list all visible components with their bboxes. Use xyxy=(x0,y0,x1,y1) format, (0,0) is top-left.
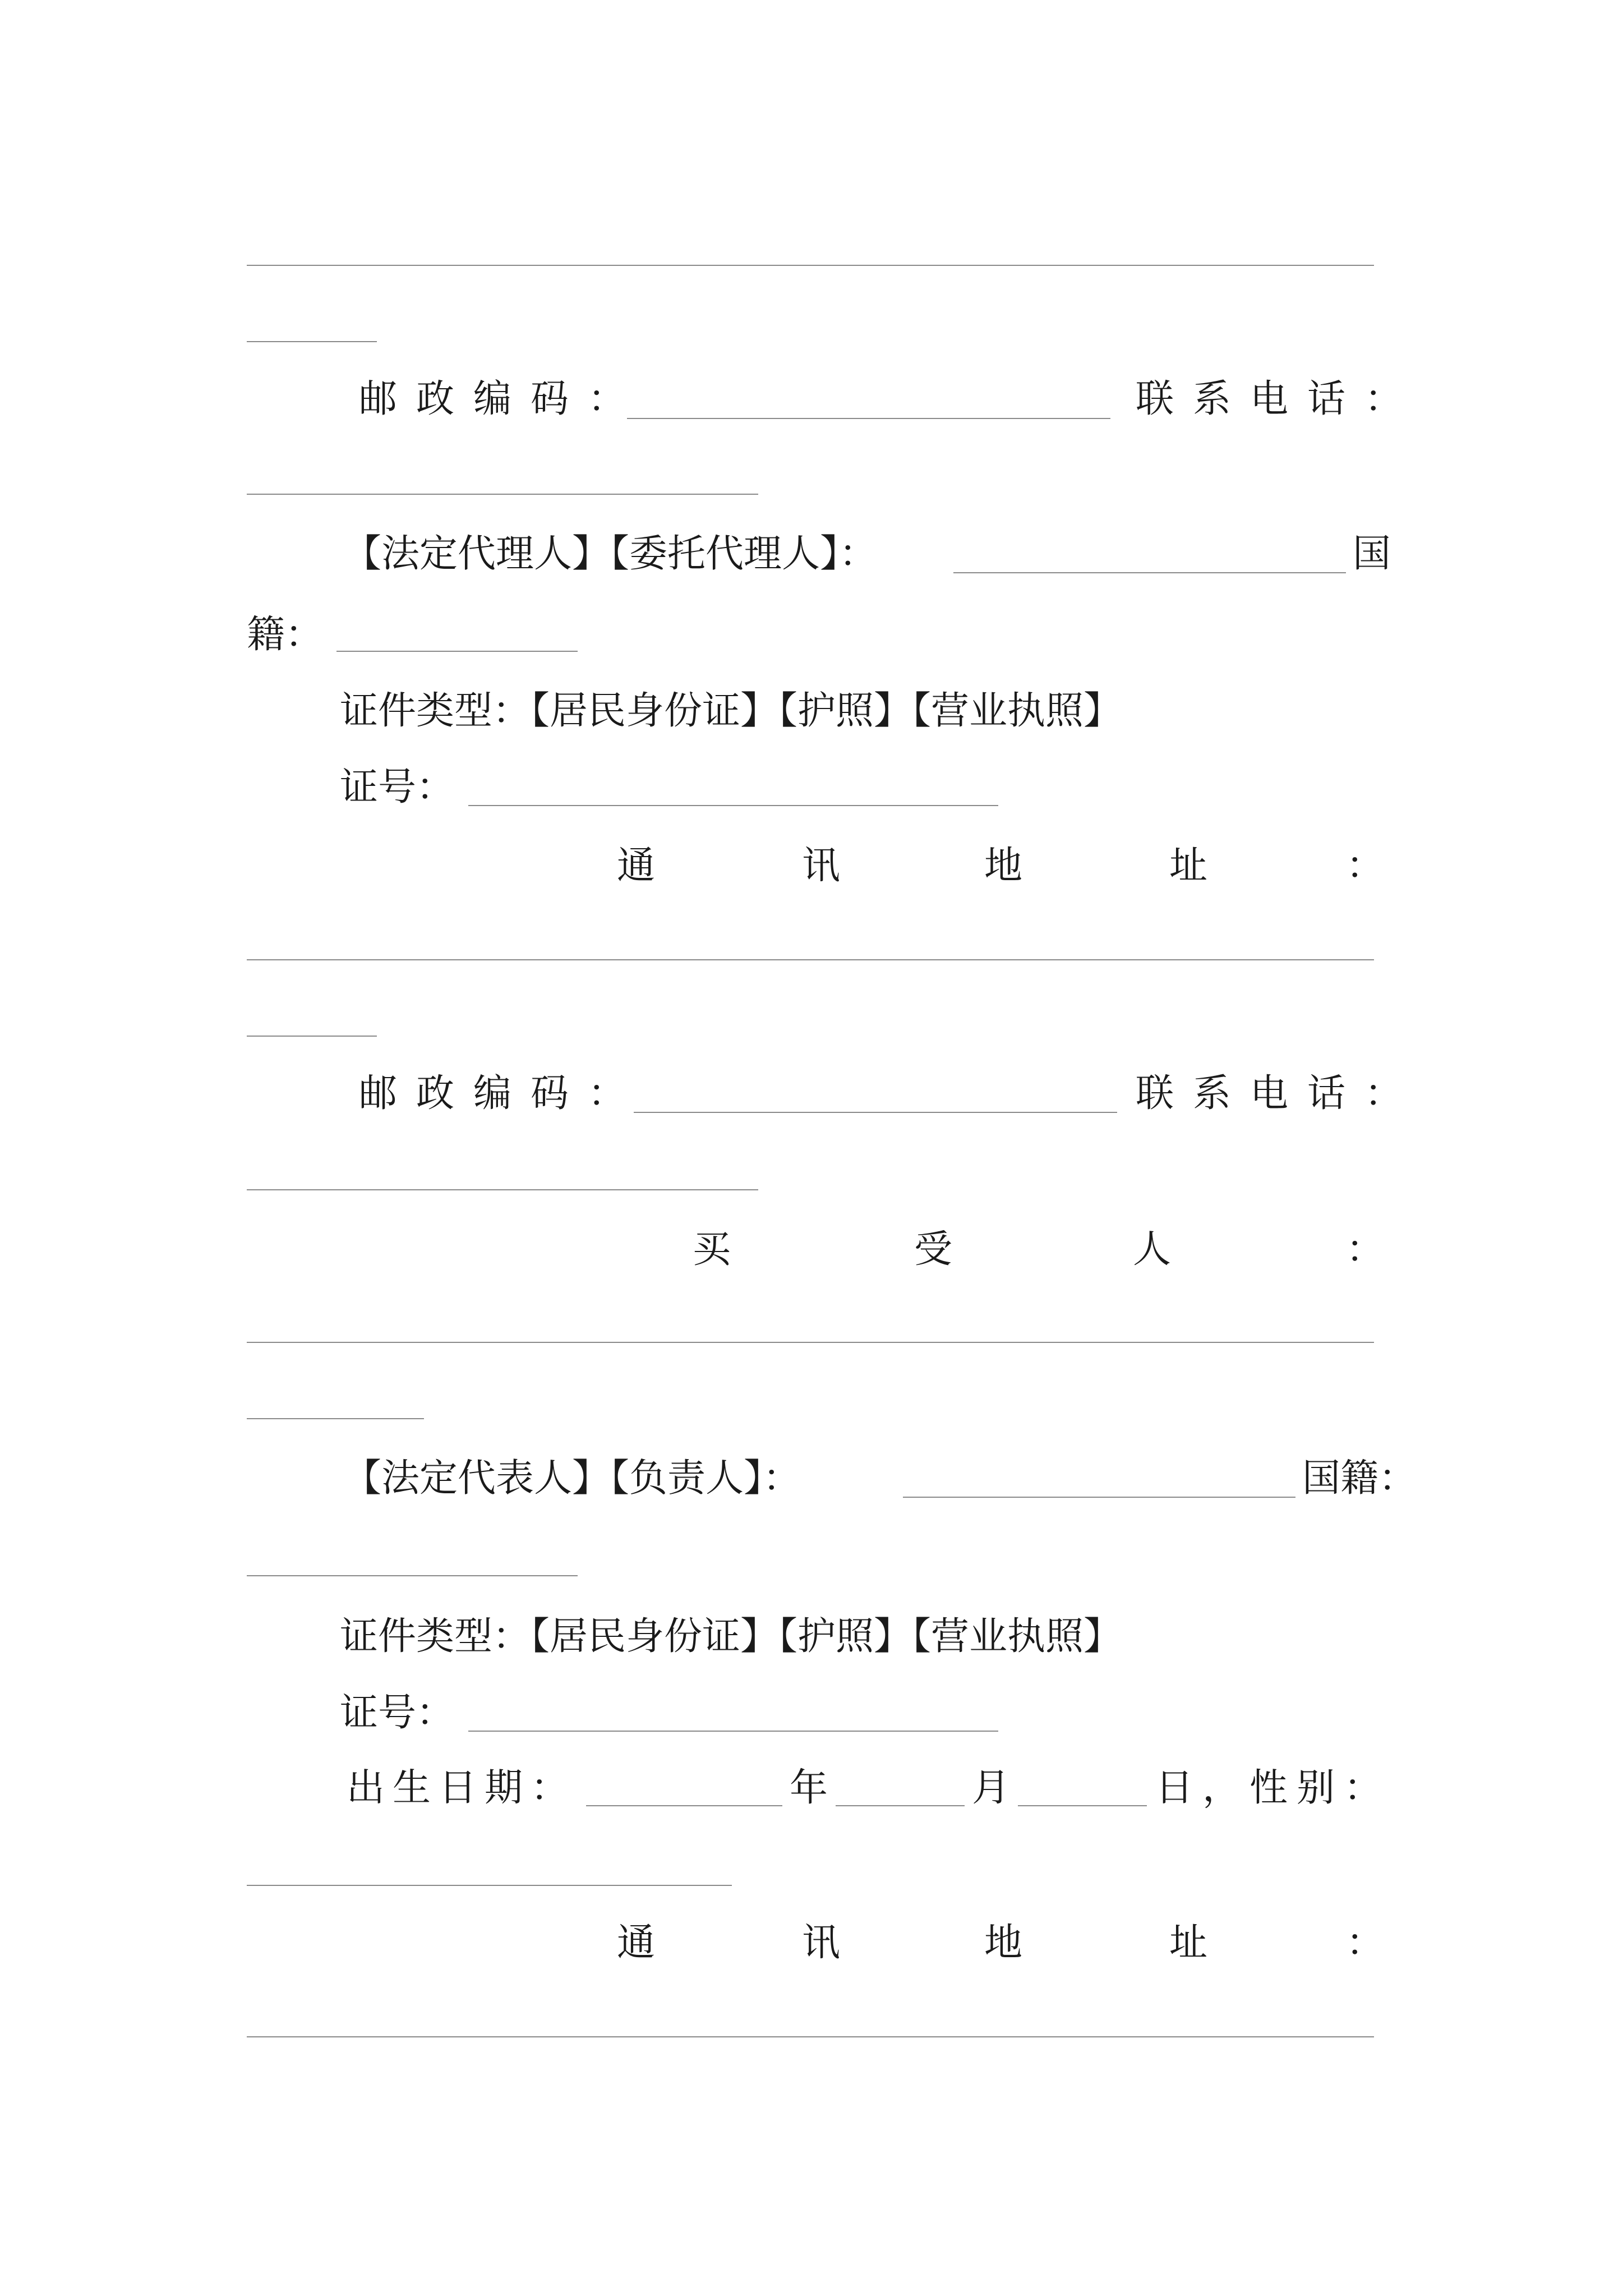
address-char: 地 xyxy=(984,844,1023,888)
address-char: 讯 xyxy=(802,844,841,888)
buyer-name-line-tail[interactable] xyxy=(247,1418,424,1419)
nationality-label: 国籍： xyxy=(1302,1456,1417,1501)
year-label: 年 xyxy=(790,1766,828,1810)
address-char: 址 xyxy=(1169,844,1208,888)
day-gender-label: 日，性别： xyxy=(1155,1766,1391,1810)
birth-year-field[interactable] xyxy=(586,1805,782,1806)
address-char: 通 xyxy=(617,844,656,888)
address-line-3[interactable] xyxy=(247,2036,1374,2037)
birth-month-field[interactable] xyxy=(836,1805,965,1806)
nationality-field[interactable] xyxy=(247,1575,578,1576)
buyer-char: 人 xyxy=(1133,1227,1172,1272)
id-number-label: 证号： xyxy=(340,765,455,809)
phone-field[interactable] xyxy=(247,1189,758,1190)
id-type-label: 证件类型：【居民身份证】【护照】【营业执照】 xyxy=(340,1614,1122,1659)
nationality-field[interactable] xyxy=(336,651,578,652)
postal-code-label: 邮政编码： xyxy=(359,377,645,421)
postal-code-field[interactable] xyxy=(627,418,1110,419)
address-line-2[interactable] xyxy=(247,959,1374,960)
phone-label: 联系电话： xyxy=(1136,1071,1422,1116)
postal-code-field[interactable] xyxy=(634,1112,1117,1113)
id-type-label: 证件类型：【居民身份证】【护照】【营业执照】 xyxy=(340,689,1122,733)
id-number-field[interactable] xyxy=(468,805,998,806)
gender-field[interactable] xyxy=(247,1885,732,1886)
id-number-label: 证号： xyxy=(340,1691,455,1735)
phone-field[interactable] xyxy=(247,494,758,495)
address-line-1[interactable] xyxy=(247,265,1374,266)
buyer-char: 受 xyxy=(914,1227,953,1272)
representative-name-field[interactable] xyxy=(903,1497,1295,1498)
address-char: ： xyxy=(1346,1921,1385,1965)
address-char: 址 xyxy=(1169,1921,1208,1965)
nationality-label-part2: 籍： xyxy=(247,613,324,657)
address-char: 地 xyxy=(984,1921,1023,1965)
address-char: 通 xyxy=(617,1921,656,1965)
birth-day-field[interactable] xyxy=(1018,1805,1147,1806)
agent-name-field[interactable] xyxy=(953,572,1346,573)
address-char: 讯 xyxy=(802,1921,841,1965)
representative-label: 【法定代表人】【负责人】： xyxy=(343,1456,801,1501)
phone-label: 联系电话： xyxy=(1136,377,1422,421)
buyer-char: 买 xyxy=(693,1227,731,1272)
address-line-2-tail[interactable] xyxy=(247,1036,377,1037)
id-number-field[interactable] xyxy=(468,1731,998,1732)
agent-label: 【法定代理人】【委托代理人】： xyxy=(343,532,878,576)
postal-code-label: 邮政编码： xyxy=(359,1071,645,1116)
month-label: 月 xyxy=(972,1766,1011,1810)
address-char: ： xyxy=(1346,844,1385,888)
buyer-name-line[interactable] xyxy=(247,1342,1374,1343)
nationality-label-part1: 国 xyxy=(1353,532,1391,576)
address-line-1-tail[interactable] xyxy=(247,341,377,342)
birth-date-label: 出生日期： xyxy=(347,1766,577,1810)
buyer-char: ： xyxy=(1346,1227,1385,1272)
